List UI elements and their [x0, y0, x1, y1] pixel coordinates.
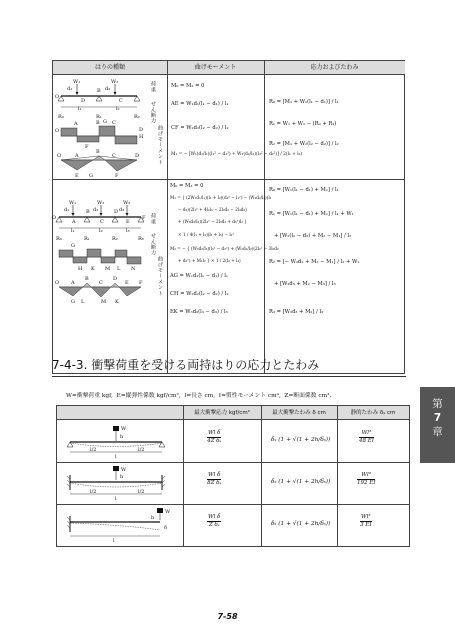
- moment-point-c: C: [99, 280, 103, 286]
- shear-point-k: K: [91, 266, 95, 272]
- side-label-load: 荷重: [150, 81, 156, 93]
- side-label-moment: 曲げモーメント: [157, 256, 163, 296]
- moment-point-a: A: [75, 153, 79, 159]
- drop-height-label: h: [120, 434, 124, 440]
- divider: [167, 61, 168, 373]
- moment-line: EK = W₃d₃(l₃ − d₃) / l₃: [170, 309, 228, 315]
- reaction-r2: R₂: [112, 236, 118, 242]
- simply-supported-impact-diagram: [65, 424, 175, 460]
- stress-line: R₃ = [W₃d₃ + M₂] / l₃: [269, 309, 324, 315]
- length-label: l: [115, 496, 117, 502]
- length-label: l: [115, 454, 117, 460]
- impact-stress-formula: $\frac{\text{Wl δ}}{\text{8Z δₛ}}$: [207, 472, 222, 486]
- moment-line: AE = W₁d₁(l₁ − d₁) / l₁: [171, 101, 229, 107]
- title-underline: [52, 376, 406, 377]
- dim-l1: l₁: [78, 106, 82, 112]
- shear-point-n: N: [131, 266, 136, 272]
- load-w1-label: W₁: [69, 200, 77, 206]
- moment-point-e: E: [125, 280, 129, 286]
- side-label-load: 荷重: [150, 213, 156, 225]
- divider: [183, 406, 184, 546]
- stress-line: + [W₂(l₂ − d₂) + M₂ − M₁] / l₂: [269, 233, 352, 239]
- shear-point-a: A: [74, 121, 78, 127]
- load-w-label: W: [121, 467, 127, 473]
- dim-l2: l₂: [99, 228, 103, 234]
- dim-d1: d₁: [67, 86, 73, 92]
- point-a: A: [72, 219, 76, 225]
- moment-point-d: D: [135, 153, 140, 159]
- deflection-label: δ: [164, 525, 168, 531]
- moment-line: − d₂)(2l₂² + 4l₂l₃ − 2l₂d₂ − 2l₃d₂): [170, 207, 247, 212]
- moment-point-o: O: [57, 153, 62, 159]
- dim-l2: l₂: [116, 106, 120, 112]
- static-deflection-formula: $\frac{\text{Wl³}}{192 EI}$: [357, 472, 376, 486]
- divider: [53, 179, 405, 180]
- point-b: B: [86, 209, 90, 215]
- divider: [57, 462, 409, 463]
- static-deflection-formula: $\frac{\text{Wl³}}{48 EI}$: [359, 430, 374, 444]
- moment-line: M₁ = { (2W₁d₁/l₁)(l₁ + l₂)(d₁² − l₁²) − (W₂d₂/l₂)(l₂: [170, 195, 272, 200]
- reaction-r3: R₃: [138, 236, 144, 242]
- reaction-r2: R₂: [134, 114, 140, 120]
- dim-l3: l₃: [126, 228, 130, 234]
- chapter-tab: [420, 387, 455, 463]
- continuous-beam-table: [52, 60, 405, 374]
- side-label-shear: せん断力: [150, 101, 156, 124]
- header-max-deflection: 最大衝撃たわみ δ cm: [261, 406, 337, 420]
- shear-point-g: G: [71, 243, 75, 249]
- shear-point-d: D: [139, 127, 144, 133]
- point-c: C: [119, 98, 123, 104]
- impact-load-table: [56, 405, 410, 547]
- impact-stress-formula: $\frac{\text{Wl δ}}{\text{4Z δₛ}}$: [207, 430, 222, 444]
- header-static-deflection: 静的たわみ δₛ cm: [337, 406, 409, 420]
- half-length-label: l/2: [138, 489, 145, 495]
- impact-stress-formula: $\frac{\text{Wl δ}}{\text{Z δₛ}}$: [208, 514, 221, 528]
- moment-point-b: B: [85, 276, 89, 282]
- impact-deflection-formula: δₛ (1 + √(1 + 2h/δₛ)): [271, 437, 331, 443]
- impact-deflection-formula: δₛ (1 + √(1 + 2h/δₛ)): [271, 479, 331, 485]
- header-max-stress: 最大衝撃応力 kgf/cm²: [183, 406, 261, 420]
- moment-line: + d₂²) + M₁l₂ } × 1 / 2(l₂ + l₃): [170, 258, 241, 263]
- stress-line: R₂ = [M₁ + W₂(l₂ − d₂)] / l₂: [269, 141, 339, 147]
- dim-d3: d₃: [119, 207, 125, 213]
- moment-point-l: L: [81, 299, 85, 305]
- moment-point-f: F: [115, 173, 119, 179]
- half-length-label: l/2: [138, 447, 145, 453]
- load-w2-label: W₂: [111, 79, 119, 85]
- moment-line: × 1 / 4(l₁ + l₂)(l₂ + l₃) − l₂²: [170, 232, 235, 237]
- load-w1-label: W₁: [73, 79, 81, 85]
- moment-line: M₀ = M₂ = 0: [171, 83, 205, 89]
- reaction-r1: R₁: [84, 236, 90, 242]
- point-o: O: [52, 215, 57, 221]
- shear-point-f: F: [85, 144, 89, 150]
- shear-point-h: H: [78, 266, 83, 272]
- chapter-tab-number: 7: [433, 412, 442, 424]
- shear-point-m: M: [105, 266, 111, 272]
- moment-line: CF = W₂d₂(l₂ − d₂) / l₂: [171, 125, 229, 131]
- cantilever-impact-diagram: [65, 508, 175, 544]
- divider: [337, 406, 338, 546]
- moment-point-g: G: [89, 173, 93, 179]
- point-d: D: [81, 98, 86, 104]
- moment-point-k: K: [115, 299, 119, 305]
- moment-point-b: B: [96, 149, 100, 155]
- moment-point-o: O: [55, 280, 60, 286]
- stress-line: R₁ = W₁ + W₂ − (R₀ + R₂): [269, 121, 337, 127]
- header-stress-deflection: 応力およびたわみ: [264, 61, 405, 75]
- fixed-beam-impact-diagram: [65, 466, 175, 502]
- dim-d2: d₂: [93, 207, 99, 213]
- moment-line: M₁ = − [W₁(d₁/l₁)(l₁² − d₁²) + W₂(d₂/l₂)(l₂² − d₂²)] / 2(l₁ + l₂): [171, 152, 303, 157]
- moment-point-c: C: [112, 153, 116, 159]
- moment-point-g: G: [71, 299, 75, 305]
- shear-point-h: H: [139, 134, 144, 140]
- moment-point-a: A: [71, 280, 75, 286]
- three-span-beam-diagram: [52, 199, 146, 319]
- point-c: C: [100, 219, 104, 225]
- reaction-r1: R₁: [96, 114, 102, 120]
- point-o: O: [55, 94, 60, 100]
- point-d: D: [114, 209, 119, 215]
- moment-line: M₂ = − { (W₃d₃/l₃)(l₃² − d₃²) + (W₂d₂/l₂)(2l₂² − 3l₂d₂: [170, 246, 279, 251]
- reaction-r0: R₀: [58, 114, 64, 120]
- static-deflection-formula: $\frac{\text{Wl³}}{3 EI}$: [360, 514, 372, 528]
- shear-point-c: C: [112, 120, 116, 126]
- side-label-shear: せん断力: [150, 233, 156, 256]
- length-label: l: [113, 538, 115, 544]
- dim-d1: d₁: [64, 207, 70, 213]
- load-w2-label: W₂: [97, 200, 105, 206]
- drop-height-label: h: [151, 515, 155, 521]
- moment-point-e: E: [75, 173, 79, 179]
- point-e: E: [126, 219, 130, 225]
- stress-line: + [W₃d₃ + M₂ − M₃] / l₃: [269, 281, 336, 287]
- chapter-tab-char: 章: [432, 426, 443, 438]
- moment-line: M₀ = M₃ = 0: [170, 183, 204, 189]
- load-w3-label: W₃: [123, 200, 131, 206]
- moment-point-f: F: [139, 280, 143, 286]
- shear-point-o: O: [55, 128, 60, 134]
- stress-line: R₀ = [W₁(l₁ − d₁) + M₁] / l₁: [269, 187, 339, 193]
- divider: [264, 61, 265, 373]
- page-number: 7-58: [217, 612, 238, 621]
- stress-line: R₀ = [M₁ + W₁(l₁ − d₁)] / l₁: [269, 99, 339, 105]
- stress-line: R₂ = [− W₂d₂ + M₂ − M₁] / l₂ + W₂: [269, 259, 360, 265]
- shear-point-l: L: [117, 266, 121, 272]
- two-span-beam-diagram: [55, 78, 145, 178]
- point-b: B: [97, 88, 101, 94]
- stress-line: R₁ = [W₁(l₁ − d₁) + M₁] / l₁ + W₁: [269, 211, 354, 217]
- dim-d2: d₂: [105, 86, 111, 92]
- half-length-label: l/2: [90, 447, 97, 453]
- shear-point-b: B: [96, 120, 100, 126]
- header-bending-moment: 曲げモーメント: [167, 61, 264, 75]
- moment-line: CH = W₂d₂(l₂ − d₂) / l₂: [170, 291, 229, 297]
- header-blank: [57, 406, 183, 420]
- chapter-tab-char: 第: [432, 398, 443, 410]
- side-label-moment: 曲げモーメント: [157, 125, 163, 165]
- dim-l1: l₁: [71, 228, 75, 234]
- load-w-label: W: [121, 426, 127, 432]
- moment-line: AG = W₁d₁(l₁ − d₁) / l₁: [170, 273, 228, 279]
- reaction-r0: R₀: [56, 236, 62, 242]
- load-w-label: W: [165, 509, 171, 515]
- shear-point-g: G: [103, 119, 107, 125]
- parameter-definitions: W=衝撃荷重 kgf, E=縦弾性係数 kgf/cm², l=長さ cm, I=慣性モーメント cm⁴, Z=断面係数 cm³.: [66, 393, 332, 399]
- moment-line: + (W₃d₃/l₃)(2l₃² − 2l₃d₃ + d₃²)l₂ }: [170, 219, 247, 224]
- section-title: 7-4-3. 衝撃荷重を受ける両持はりの応力とたわみ: [52, 358, 320, 372]
- drop-height-label: h: [120, 474, 124, 480]
- half-length-label: l/2: [90, 489, 97, 495]
- divider: [261, 406, 262, 546]
- moment-point-m: M: [101, 299, 107, 305]
- moment-point-d: D: [113, 276, 118, 282]
- divider: [57, 504, 409, 505]
- impact-deflection-formula: δₛ (1 + √(1 + 2h/δₛ)): [271, 521, 331, 527]
- header-beam-type: はりの種類: [53, 61, 167, 75]
- point-f: F: [142, 215, 146, 221]
